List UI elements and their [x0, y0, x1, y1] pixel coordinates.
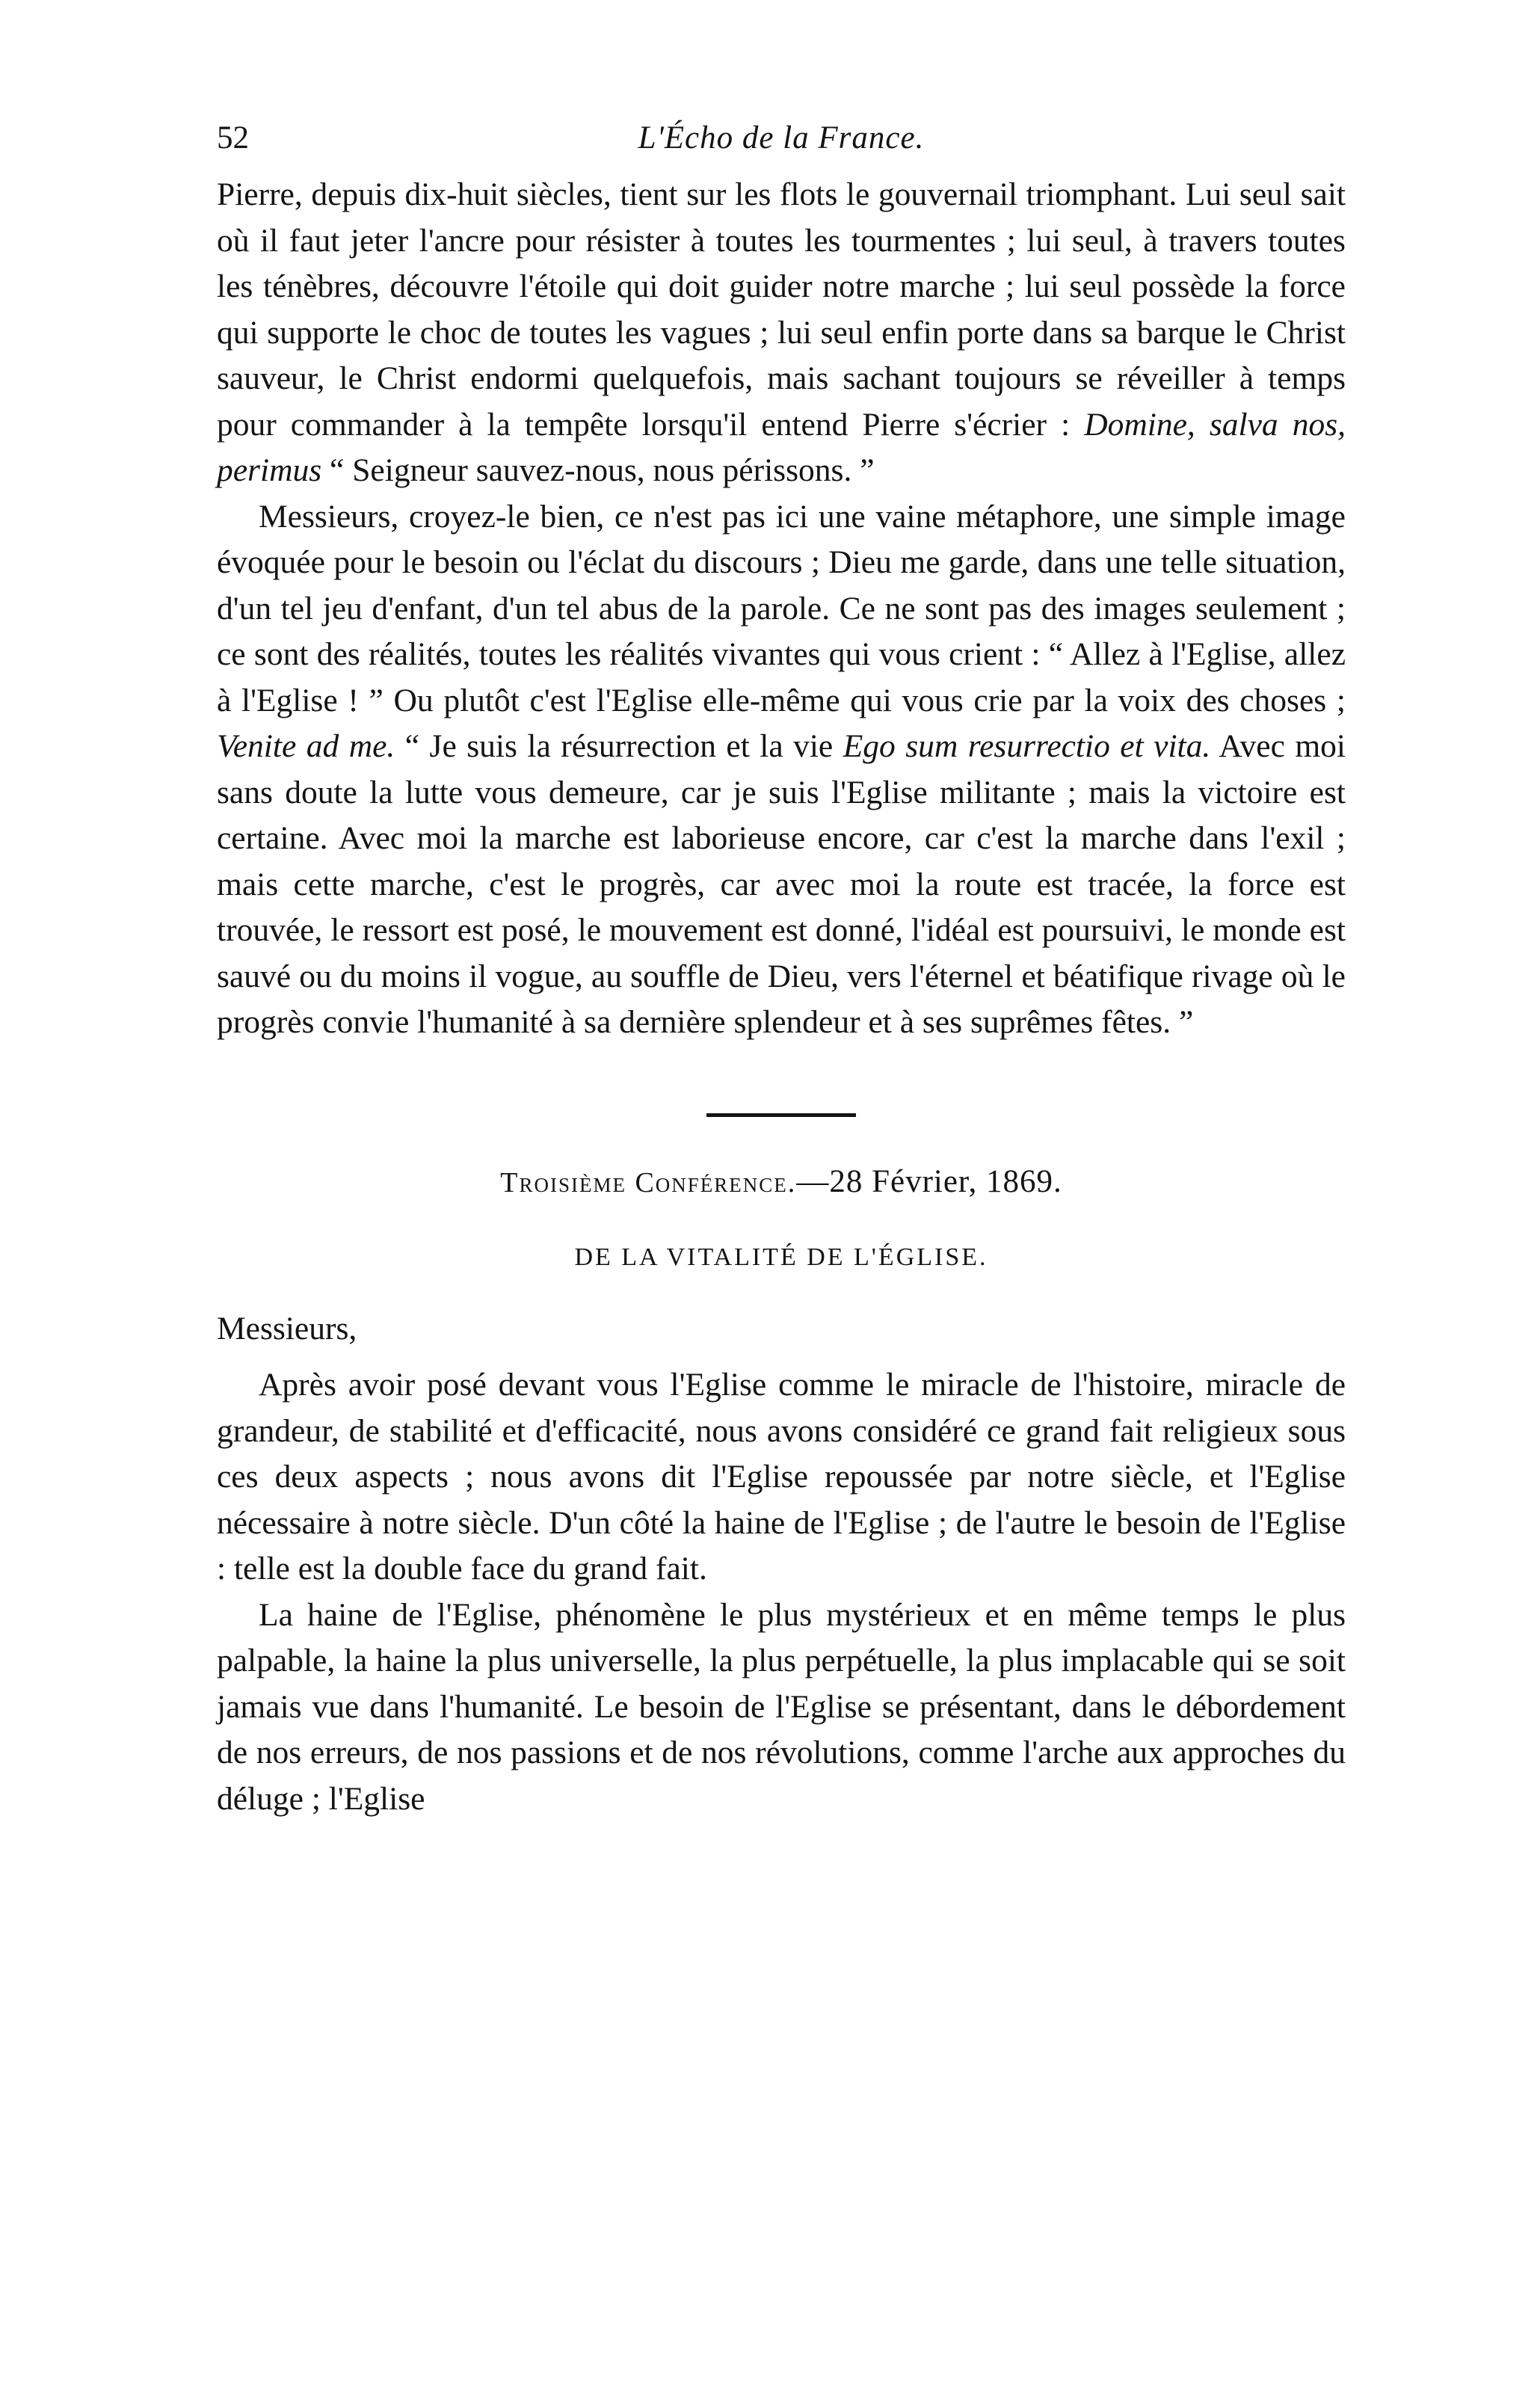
running-title: L'Écho de la France.	[638, 120, 925, 156]
conference-label: Troisième Conférence.	[500, 1166, 797, 1198]
continuation-text-end: “ Seigneur sauvez-nous, nous périssons. ”	[330, 452, 875, 488]
latin-quote: Domine, salva nos, perimus	[217, 406, 1346, 488]
latin-quote: Ego sum resurrectio et vita.	[843, 728, 1211, 764]
book-page	[217, 120, 1346, 1822]
continuation-text: Pierre, depuis dix-huit siècles, tient sur les flots le gouvernail triomphant. Lui seul sait où il faut jeter l'ancre pour résister à toutes les tourmentes ; lui seul, à travers toutes les ténèbres, découvre l'étoile qui doit guider notre marche ; lui seul possède la force qui supporte le choc de toutes les vagues ; lui seul enfin porte dans sa barque le Christ sauveur, le Christ endormi quelquefois, mais sachant toujours se réveiller à temps pour commander à la tempête lorsqu'il entend Pierre s'écrier :	[217, 176, 1346, 443]
running-head	[217, 120, 1346, 172]
conference-heading	[217, 1163, 1346, 1200]
section-title: DE LA VITALITÉ DE L'ÉGLISE.	[574, 1243, 988, 1271]
paragraph-text: Avec moi sans doute la lutte vous demeure, car je suis l'Eglise militante ; mais la victoire est certaine. Avec moi la marche est laborieuse encore, car c'est la marche dans l'exil ; mais cette marche, c'est le progrès, car avec moi la route est tracée, la force est trouvée, le ressort est posé, le mouvement est donné, l'idéal est poursuivi, le monde est sauvé ou du moins il vogue, au souffle de Dieu, vers l'éternel et béatifique rivage où le progrès convie l'humanité à sa dernière splendeur et à ses suprêmes fêtes. ”	[217, 728, 1346, 1040]
body-paragraph	[217, 494, 1346, 1046]
section-divider	[706, 1113, 856, 1117]
conference-date: —28 Février, 1869.	[796, 1163, 1062, 1199]
body-paragraph: La haine de l'Eglise, phénomène le plus mystérieux et en même temps le plus palpable, la haine la plus universelle, la plus perpétuelle, la plus implacable qui se soit jamais vue dans l'humanité. Le besoin de l'Eglise se présentant, dans le débordement de nos erreurs, de nos passions et de nos révolutions, comme l'arche aux approches du déluge ; l'Eglise	[217, 1596, 1346, 1817]
body-paragraph: Après avoir posé devant vous l'Eglise comme le miracle de l'histoire, miracle de grandeur, de stabilité et d'efficacité, nous avons considéré ce grand fait religieux sous ces deux aspects ; nous avons dit l'Eglise repoussée par notre siècle, et l'Eglise nécessaire à notre siècle. D'un côté la haine de l'Eglise ; de l'autre le besoin de l'Eglise : telle est la double face du grand fait.	[217, 1367, 1346, 1587]
salutation: Messieurs,	[217, 1310, 357, 1347]
latin-quote: Venite ad me.	[217, 728, 395, 764]
paragraph-text: Messieurs, croyez-le bien, ce n'est pas ici une vaine métaphore, une simple image évoquée pour le besoin ou l'éclat du discours ; Dieu me garde, dans une telle situation, d'un tel jeu d'enfant, d'un tel abus de la parole. Ce ne sont pas des images seulement ; ce sont des réalités, toutes les réalités vivantes qui vous crient : “ Allez à l'Eglise, allez à l'Eglise ! ” Ou plutôt c'est l'Eglise elle-même qui vous crie par la voix des choses ;	[217, 498, 1346, 718]
continuation-paragraph	[217, 172, 1346, 494]
paragraph-text: “ Je suis la résurrection et la vie	[404, 728, 834, 764]
page-number: 52	[217, 120, 249, 156]
